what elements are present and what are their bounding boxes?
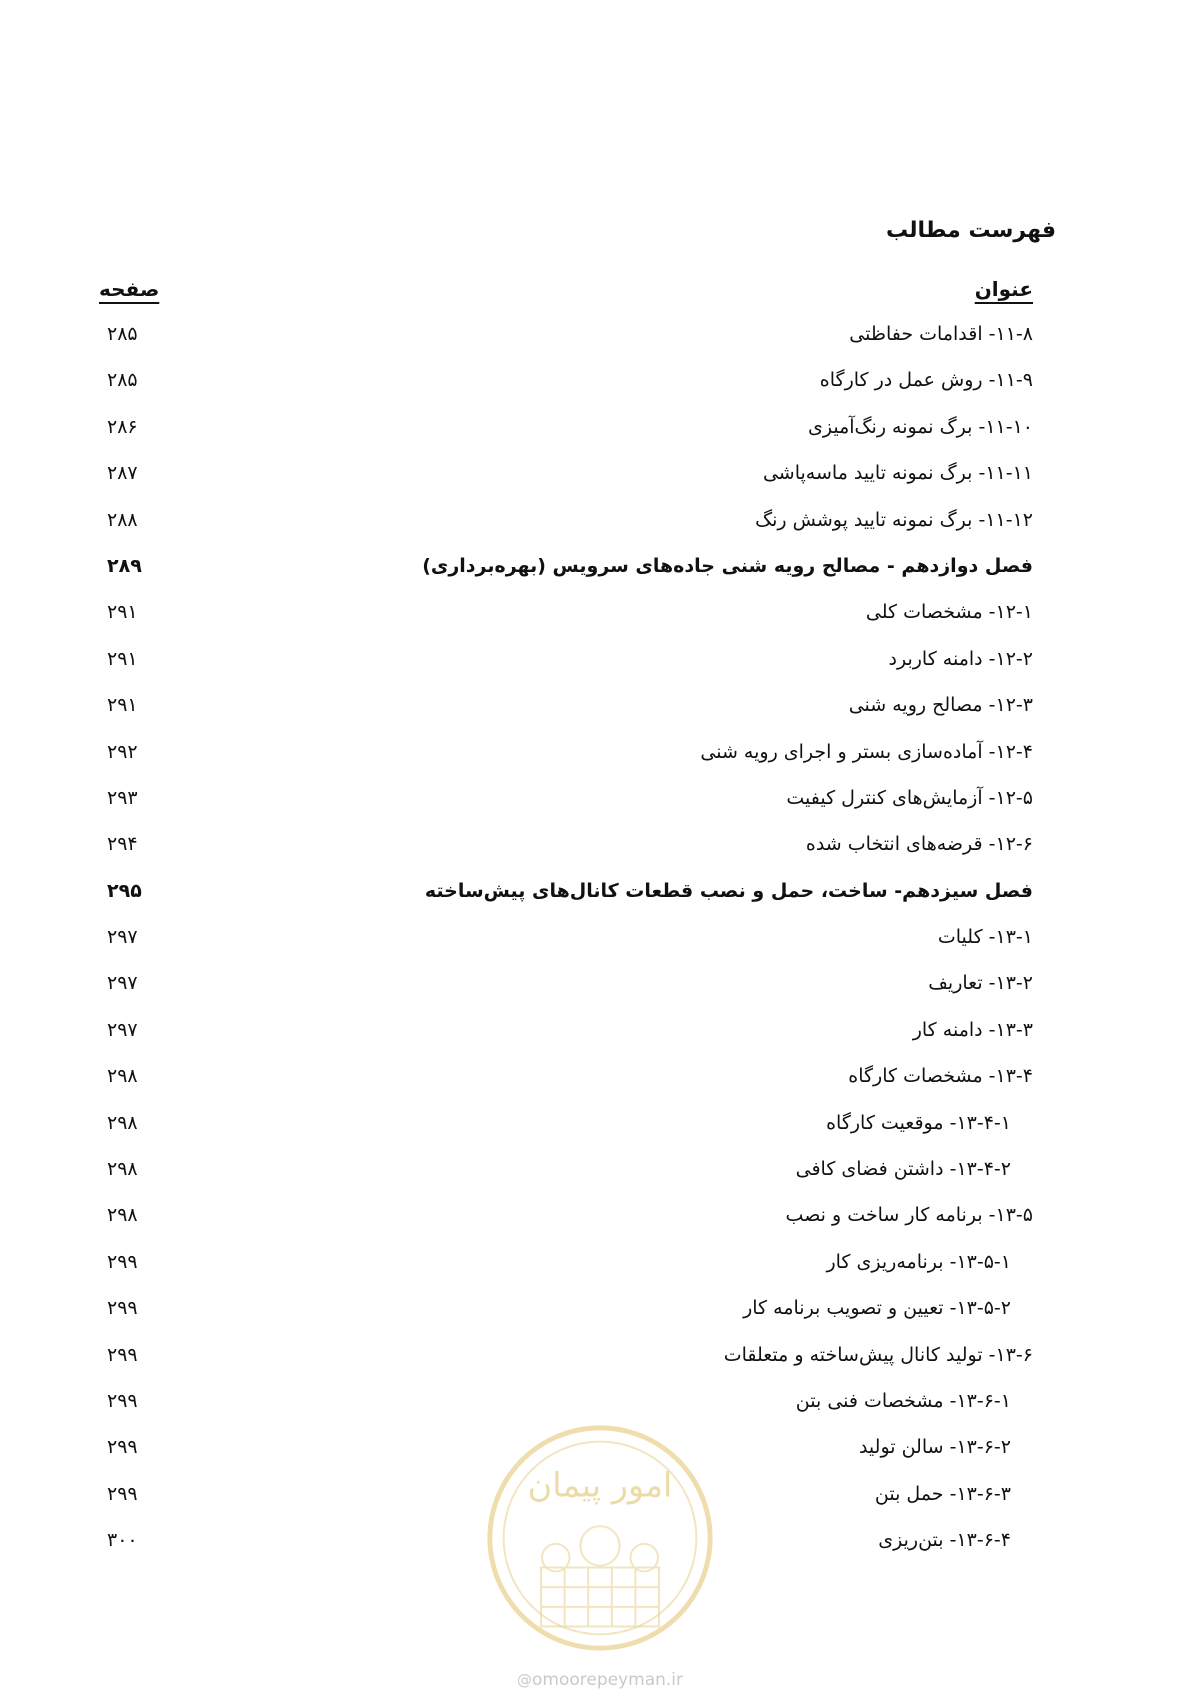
toc-row xyxy=(99,455,1033,501)
toc-row xyxy=(99,1012,1033,1058)
toc-entry-page: ۲۹۷ xyxy=(107,926,138,949)
toc-row xyxy=(99,502,1033,548)
toc-entry-title: ۱۳-۶-۳- حمل بتن xyxy=(874,1482,1011,1505)
toc-row xyxy=(99,1151,1033,1197)
toc-row xyxy=(99,1105,1033,1151)
toc-entry-page: ۲۸۵ xyxy=(107,323,138,345)
toc-entry-page: ۲۹۸ xyxy=(107,1204,138,1227)
toc-entry-title: ۱۱-۸- اقدامات حفاظتی xyxy=(849,323,1033,345)
toc-entry-title: ۱۲-۴- آماده‌سازی بستر و اجرای رویه شنی xyxy=(700,740,1033,763)
toc-entry-title: ۱۲-۱- مشخصات کلی xyxy=(865,601,1033,624)
toc-entry-title: ۱۲-۵- آزمایش‌های کنترل کیفیت xyxy=(786,786,1033,809)
watermark-logo xyxy=(482,1420,718,1656)
toc-entry-page: ۲۸۶ xyxy=(107,415,138,438)
toc-row xyxy=(99,1197,1033,1243)
toc-row xyxy=(99,826,1033,872)
toc-entry-title: ۱۳-۶- تولید کانال پیش‌ساخته و متعلقات xyxy=(723,1343,1033,1366)
toc-entry-title: ۱۱-۱۲- برگ نمونه تایید پوشش رنگ xyxy=(755,508,1033,531)
toc-entry-page: ۲۹۱ xyxy=(107,694,138,717)
toc-entry-page: ۲۸۷ xyxy=(107,462,138,485)
toc-entry-page: ۲۹۸ xyxy=(107,1065,138,1088)
toc-entry-page: ۲۹۱ xyxy=(107,647,138,670)
toc-entry-title: ۱۳-۴-۱- موقعیت کارگاه xyxy=(826,1111,1011,1134)
toc-row xyxy=(99,687,1033,733)
toc-entry-page: ۲۹۸ xyxy=(107,1158,138,1181)
toc-entry-page: ۲۹۲ xyxy=(107,740,138,763)
toc-entry-page: ۲۹۹ xyxy=(107,1250,138,1273)
toc-entry-page: ۲۹۳ xyxy=(107,786,138,809)
toc-entry-title: ۱۲-۲- دامنه کاربرد xyxy=(888,647,1033,670)
toc-entry-title: ۱۳-۳- دامنه کار xyxy=(912,1018,1033,1041)
toc-row xyxy=(99,1290,1033,1336)
toc-row xyxy=(99,594,1033,640)
toc-entry-page: ۲۹۱ xyxy=(107,601,138,624)
toc-row xyxy=(99,409,1033,455)
toc-row xyxy=(99,919,1033,965)
toc-entry-page: ۲۸۹ xyxy=(107,554,142,577)
toc-entry-page: ۲۹۹ xyxy=(107,1343,138,1366)
toc-entry-page: ۲۹۵ xyxy=(107,879,142,902)
toc-entry-title: ۱۳-۶-۲- سالن تولید xyxy=(858,1436,1011,1459)
toc-entry-title: ۱۲-۳- مصالح رویه شنی xyxy=(848,694,1033,717)
toc-entry-title: ۱۳-۶-۱- مشخصات فنی بتن xyxy=(795,1389,1011,1412)
toc-chapter-row xyxy=(99,548,1033,594)
toc-entry-title: ۱۱-۹- روش عمل در کارگاه xyxy=(819,369,1033,392)
toc-chapter-row xyxy=(99,873,1033,919)
table-of-contents xyxy=(99,316,1033,1569)
toc-row xyxy=(99,965,1033,1011)
toc-row xyxy=(99,1244,1033,1290)
toc-row xyxy=(99,780,1033,826)
page-title: فهرست مطالب xyxy=(885,218,1056,243)
toc-entry-page: ۲۸۵ xyxy=(107,369,138,392)
toc-row xyxy=(99,1058,1033,1104)
page-column-header: صفحه xyxy=(99,277,160,301)
watermark-url: @omoorepeyman.ir xyxy=(516,1670,684,1690)
toc-entry-title: فصل دوازدهم - مصالح رویه شنی جاده‌های سرویس (بهره‌برداری) xyxy=(422,554,1033,577)
toc-entry-title: ۱۱-۱۱- برگ نمونه تایید ماسه‌پاشی xyxy=(762,462,1033,485)
toc-entry-page: ۲۹۹ xyxy=(107,1436,138,1459)
toc-entry-page: ۲۸۸ xyxy=(107,508,138,531)
toc-entry-page: ۲۹۴ xyxy=(107,833,138,856)
title-column-header: عنوان xyxy=(974,277,1033,301)
toc-entry-page: ۲۹۹ xyxy=(107,1482,138,1505)
toc-entry-title: ۱۳-۴- مشخصات کارگاه xyxy=(848,1065,1033,1088)
toc-row xyxy=(99,641,1033,687)
toc-row xyxy=(99,362,1033,408)
toc-row xyxy=(99,316,1033,362)
toc-entry-title: ۱۳-۴-۲- داشتن فضای کافی xyxy=(795,1158,1011,1181)
toc-entry-title: ۱۳-۲- تعاریف xyxy=(928,972,1033,995)
toc-entry-page: ۲۹۸ xyxy=(107,1111,138,1134)
toc-entry-title: ۱۳-۵-۱- برنامه‌ریزی کار xyxy=(826,1250,1011,1273)
toc-entry-page: ۲۹۷ xyxy=(107,1018,138,1041)
toc-entry-page: ۲۹۹ xyxy=(107,1297,138,1320)
toc-entry-page: ۲۹۷ xyxy=(107,972,138,995)
toc-row xyxy=(99,734,1033,780)
toc-entry-title: ۱۲-۶- قرضه‌های انتخاب شده xyxy=(805,833,1033,856)
toc-entry-page: ۳۰۰ xyxy=(107,1529,138,1552)
toc-entry-page: ۲۹۹ xyxy=(107,1389,138,1412)
toc-entry-title: فصل سیزدهم- ساخت، حمل و نصب قطعات کانال‌های پیش‌ساخته xyxy=(424,879,1033,902)
toc-entry-title: ۱۳-۵-۲- تعیین و تصویب برنامه کار xyxy=(743,1297,1011,1320)
watermark-logo-text: امور پیمان xyxy=(527,1465,673,1505)
toc-entry-title: ۱۳-۶-۴- بتن‌ریزی xyxy=(878,1529,1011,1552)
toc-row xyxy=(99,1337,1033,1383)
toc-entry-title: ۱۳-۵- برنامه کار ساخت و نصب xyxy=(785,1204,1033,1227)
toc-entry-title: ۱۳-۱- کلیات xyxy=(937,926,1033,949)
toc-entry-title: ۱۱-۱۰- برگ نمونه رنگ‌آمیزی xyxy=(807,415,1033,438)
